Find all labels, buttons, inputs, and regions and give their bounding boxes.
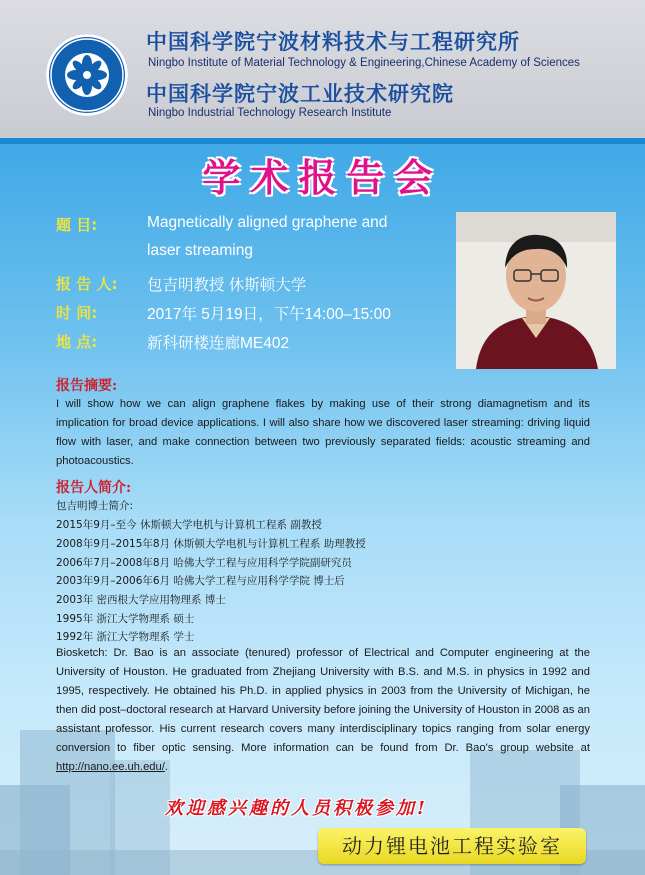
cv-item: 2015年9月–至今 休斯顿大学电机与计算机工程系 副教授 — [56, 519, 322, 531]
abstract-text: I will show how we can align graphene flakes by making use of their strong diamagnetism and its implication for broad device applications. I will also share how we discovered laser streaming: driving liquid flow with laser, and make connection between two previously separated fields: acoustic streaming and photoacoustics. — [56, 398, 590, 467]
speaker-label: 报 告 人: — [56, 275, 118, 293]
cv-item: 1992年 浙江大学物理系 学士 — [56, 631, 195, 643]
cv-item: 2003年9月–2006年6月 哈佛大学工程与应用科学学院 博士后 — [56, 575, 345, 587]
biosketch-suffix: . — [164, 761, 168, 773]
topic-label: 题 目: — [56, 216, 98, 234]
lab-name: 动力锂电池工程实验室 — [342, 834, 562, 858]
cas-logo — [46, 34, 128, 116]
header-divider — [0, 138, 645, 144]
institute2-en: Ningbo Industrial Technology Research Institute — [148, 107, 392, 119]
place-value: 新科研楼连廊ME402 — [147, 335, 290, 352]
institute1-en: Ningbo Institute of Material Technology & Engineering,Chinese Academy of Sciences — [148, 57, 580, 69]
cv-item: 2003年 密西根大学应用物理系 博士 — [56, 594, 226, 606]
page-title: 学术报告会 — [202, 156, 443, 200]
topic-line2: laser streaming — [147, 242, 253, 259]
cv-item: 1995年 浙江大学物理系 硕士 — [56, 613, 195, 625]
time-label: 时 间: — [56, 304, 98, 322]
lab-banner — [318, 828, 586, 864]
title-box — [0, 148, 645, 208]
topic-line1: Magnetically aligned graphene and — [147, 214, 388, 231]
bio-intro: 包吉明博士简介: — [56, 500, 134, 512]
welcome-slogan: 欢迎感兴趣的人员积极参加! — [165, 798, 428, 819]
bio-heading: 报告人简介: — [56, 480, 132, 496]
cv-item: 2006年7月–2008年8月 哈佛大学工程与应用科学学院副研究员 — [56, 557, 352, 569]
time-value: 2017年 5月19日，下午14:00–15:00 — [147, 306, 391, 323]
abstract-heading: 报告摘要: — [56, 378, 118, 394]
biosketch — [56, 644, 590, 777]
speaker-value: 包吉明教授 休斯顿大学 — [147, 277, 307, 294]
institute1-cn: 中国科学院宁波材料技术与工程研究所 — [146, 29, 520, 54]
group-website-link[interactable]: http://nano.ee.uh.edu/ — [56, 761, 165, 773]
biosketch-text: Biosketch: Dr. Bao is an associate (tenured) professor of Electrical and Computer engineering at the University of Houston. He graduated from Zhejiang University with B.S. and M.S. in physics in 1992 and 1995, respectively. He obtained his Ph.D. in applied physics in 2003 from the University of Michigan, he then did post–doctoral research at Harvard University before joining the University of Houston in 2008 as an assistant professor. His current research covers many interdisciplinary topics ranging from solar energy conversion to fiber optic sensing. More information can be found from Dr. Bao's group website at — [56, 647, 590, 754]
place-label: 地 点: — [56, 333, 98, 351]
cv-item: 2008年9月–2015年8月 休斯顿大学电机与计算机工程系 助理教授 — [56, 538, 366, 550]
institute2-cn: 中国科学院宁波工业技术研究院 — [146, 81, 454, 106]
speaker-photo — [456, 212, 616, 369]
